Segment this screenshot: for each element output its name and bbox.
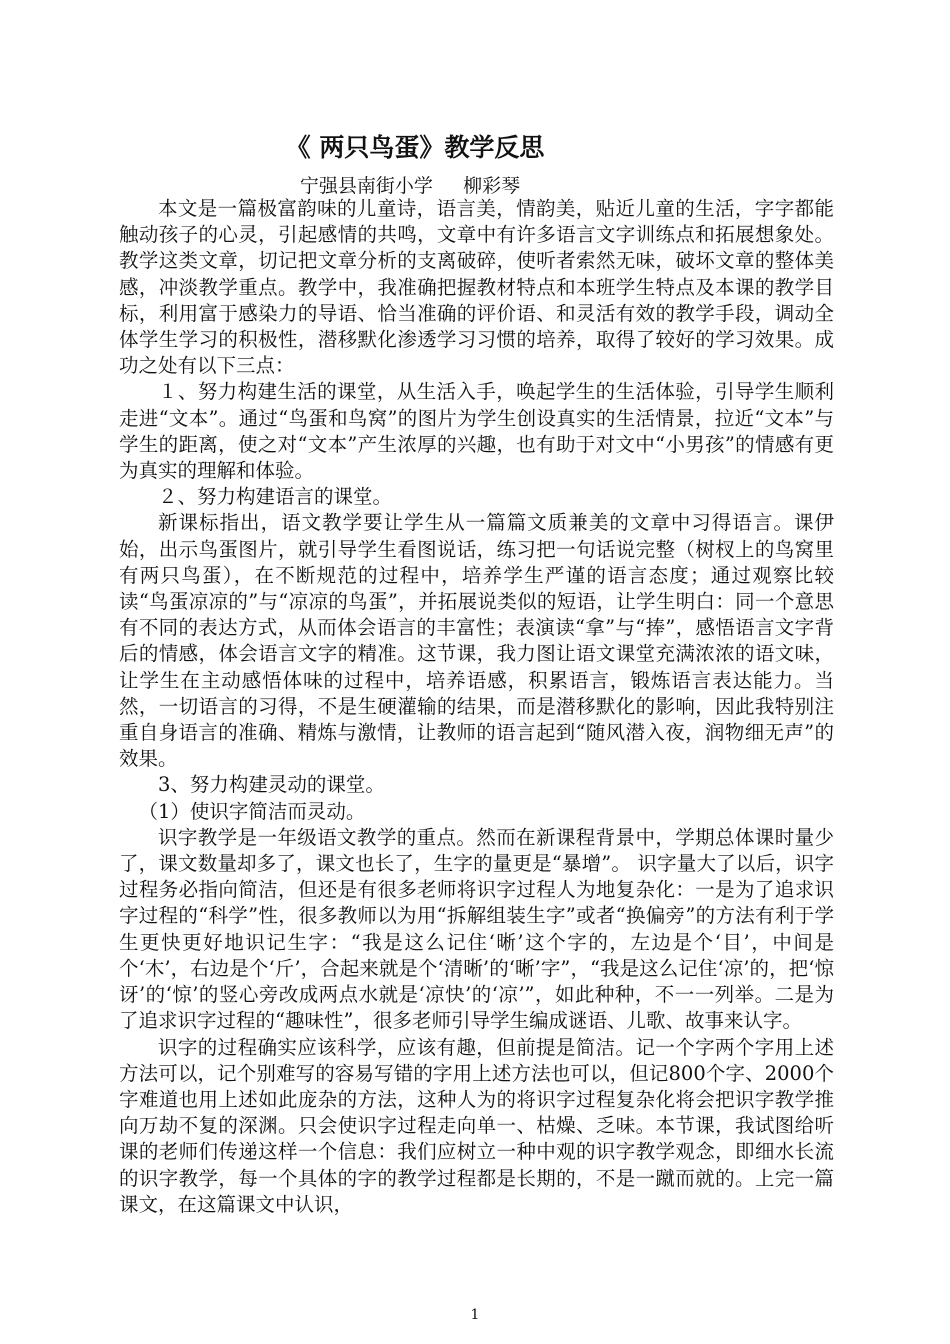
- paragraph-point-1: １、努力构建生活的课堂，从生活入手，唤起学生的生活体验，引导学生顺利走进“文本”。通过“鸟蛋和鸟窝”的图片为学生创设真实的生活情景，拉近“文本”与学生的距离，使之对“文本”产生浓厚的兴趣，也有助于对文中“小男孩”的情感有更为真实的理解和体验。: [119, 380, 834, 483]
- heading-point-3: 3、努力构建灵动的课堂。: [158, 773, 385, 797]
- subheading-3-1: （1）使识字简洁而灵动。: [138, 799, 366, 823]
- document-body: [119, 196, 834, 1218]
- document-title: 《 两只鸟蛋》教学反思: [285, 133, 545, 162]
- paragraph-intro: 本文是一篇极富韵味的儿童诗，语言美，情韵美，贴近儿童的生活，字字都能触动孩子的心灵，引起感情的共鸣，文章中有许多语言文字训练点和拓展想象处。教学这类文章，切记把文章分析的支离破碎，使听者索然无味，破坏文章的整体美感，冲淡教学重点。教学中，我准确把握教材特点和本班学生特点及本课的教学目标，利用富于感染力的导语、恰当准确的评价语、和灵活有效的教学手段，调动全体学生学习的积极性，潜移默化渗透学习习惯的培养，取得了较好的学习效果。成功之处有以下三点：: [119, 197, 834, 378]
- paragraph-literacy-2: 识字的过程确实应该科学，应该有趣，但前提是简洁。记一个字两个字用上述方法可以，记个别难写的容易写错的字用上述方法也可以，但记800个字、2000个字难道也用上述如此庞杂的方法，这种人为的将识字过程复杂化将会把识字教学推向万劫不复的深渊。只会使识字过程走向单一、枯燥、乏味。本节课，我试图给听课的老师们传递这样一个信息：我们应树立一种中观的识字教学观念，即细水长流的识字教学，每一个具体的字的教学过程都是长期的，不是一蹴而就的。上完一篇课文，在这篇课文中认识，: [119, 1035, 834, 1216]
- paragraph-literacy-1: 识字教学是一年级语文教学的重点。然而在新课程背景中，学期总体课时量少了，课文数量却多了，课文也长了，生字的量更是“暴增”。 识字量大了以后，识字过程务必指向简洁，但还是有很多老师将识字过程人为地复杂化：一是为了追求识字过程的“科学”性，很多教师以为用“拆解组装生字”或者“换偏旁”的方法有利于学生更快更好地识记生字：“我是这么记住‘晰’这个字的，左边是个‘目’，中间是个‘木’，右边是个‘斤’，合起来就是个‘清晰’的‘晰’字”，“我是这么记住‘凉’的，把‘惊讶’的‘惊’的竖心旁改成两点水就是‘凉快’的‘凉’”，如此种种，不一一列举。二是为了追求识字过程的“趣味性”，很多老师引导学生编成谜语、儿歌、故事来认字。: [119, 825, 834, 1033]
- page-number: 1: [470, 1307, 480, 1323]
- heading-point-2: ２、努力构建语言的课堂。: [158, 485, 393, 509]
- paragraph-point-2-body: 新课标指出，语文教学要让学生从一篇篇文质兼美的文章中习得语言。课伊始，出示鸟蛋图片，就引导学生看图说话，练习把一句话说完整（树杈上的鸟窝里有两只鸟蛋），在不断规范的过程中，培养学生严谨的语言态度；通过观察比较读“鸟蛋凉凉的”与“凉凉的鸟蛋”，并拓展说类似的短语，让学生明白：同一个意思有不同的表达方式，从而体会语言的丰富性；表演读“拿”与“捧”，感悟语言文字背后的情感，体会语言文字的精准。这节课，我力图让语文课堂充满浓浓的语文味，让学生在主动感悟体味的过程中，培养语感，积累语言，锻炼语言表达能力。当然，一切语言的习得，不是生硬灌输的结果，而是潜移默化的影响，因此我特别注重自身语言的准确、精炼与激情，让教师的语言起到“随风潜入夜，润物细无声”的效果。: [119, 511, 834, 771]
- author-byline: 宁强县南街小学 柳彩琴: [299, 175, 521, 197]
